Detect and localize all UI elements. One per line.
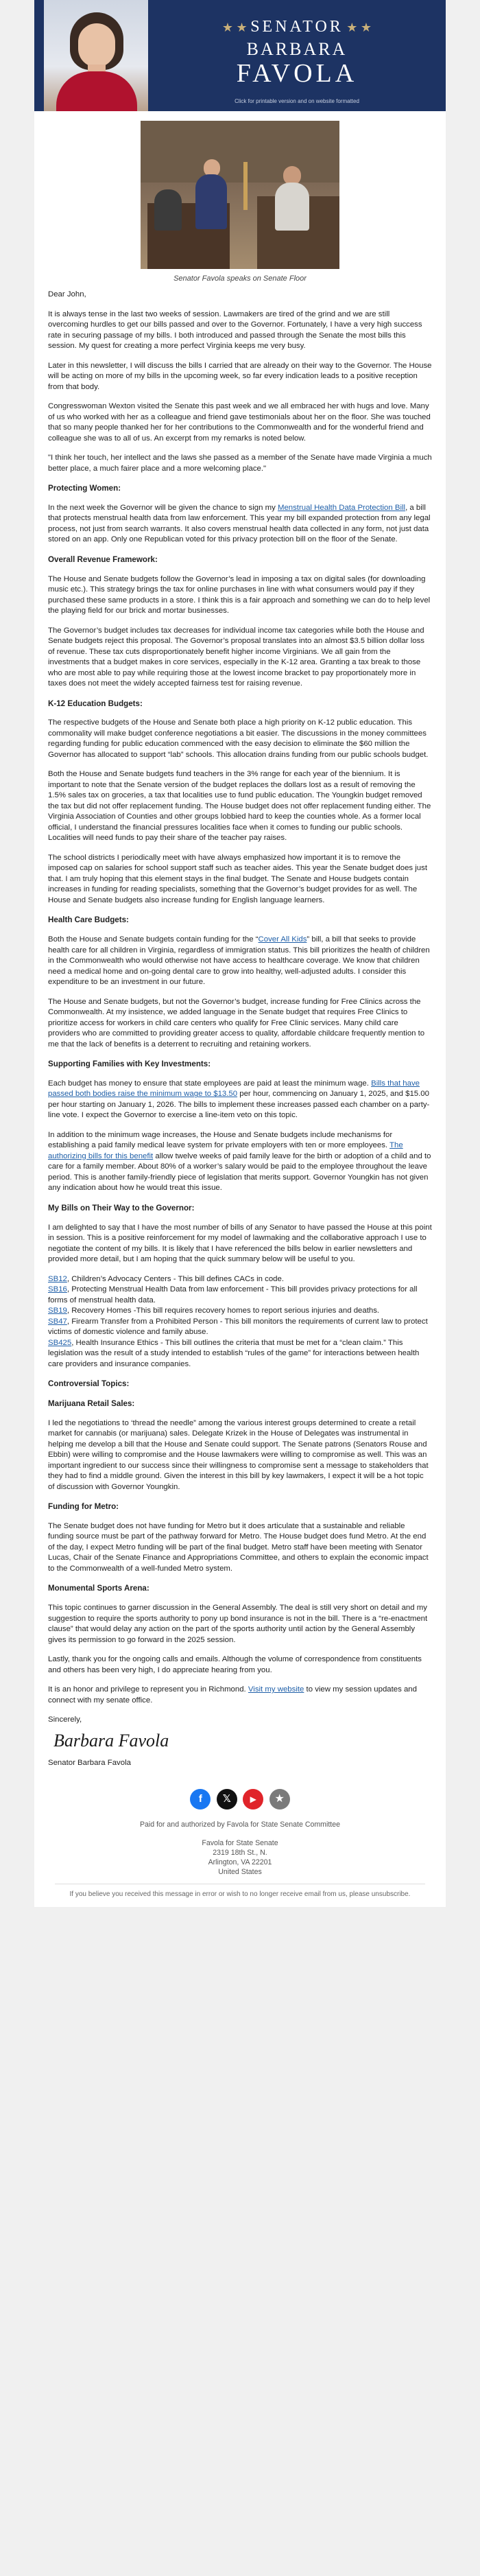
intro-paragraph-1: It is always tense in the last two weeks of session. Lawmakers are tired of the grind and we are still overcoming hurdles to get our bills passed and over to the Governor. Fortunately, I have a very high success rate in securing passage of my bills. I both introduced and passed through the Senate the most bills this session. My quest for creating a more perfect Virginia keeps me very busy. [48,309,422,350]
k12-paragraph-1: The respective budgets of the House and Senate both place a high priority on K-12 public education. This commonality will make budget conference negotiations a bit easier. The discussions in the money committees regarding funding for public education commenced with the easy decision to eliminate the $60 million the Governor has allocated to support “lab” schools. This allocation drains funding from our public schools budget. [48,718,429,759]
footer-org: Favola for State Senate [202,1839,278,1848]
footer-street: 2319 18th St., N. [213,1849,267,1858]
heading-marijuana: Marijuana Retail Sales: [48,1398,135,1408]
header-senator-line: ★ ★ SENATOR ★ ★ [221,18,372,36]
metro-paragraph: The Senate budget does not have funding for Metro but it does articulate that a sustainable and reliable funding source must be part of the pathway forward for Metro. The House budget does fund Metro. At the end of the day, I expect Metro funding will be part of the final budget. Metro staff have been meeting with Senator Lucas, Chair of the Senate Finance and Appropriations Committee, and others to explain the economic impact to the Commonwealth of a well-funded Metro system. [48,1521,429,1573]
k12-paragraph-3: The school districts I periodically meet with have always emphasized how important it is to remove the imposed cap on salaries for school support staff such as teacher aides. This year the Senate budget does just that. I am truly hoping that this element stays in the final budget. The Senate and House budgets contain increases in funding for reading specialists, something that the Governor’s budget provides for as well. The House and Senate budgets also increase funding for English language learners. [48,853,427,904]
greeting: Dear John, [48,290,86,298]
heading-health-care: Health Care Budgets: [48,915,129,925]
heading-protecting-women: Protecting Women: [48,484,121,493]
bill-link-sb12[interactable]: SB12 [48,1274,67,1283]
minimum-wage-bills-link[interactable]: Bills that have passed both bodies raise the minimum wage to $13.50 [48,1079,420,1099]
website-link[interactable]: Visit my website [248,1685,304,1694]
youtube-icon[interactable]: ▶ [243,1789,263,1810]
star-icon: ★ ★ [343,21,372,34]
footer-country: United States [218,1867,262,1876]
bill-link-sb19[interactable]: SB19 [48,1307,67,1315]
bill-list [48,1274,432,1370]
newsletter-body [34,290,446,1785]
footer [34,1820,446,1908]
closing-paragraph-1: Lastly, thank you for the ongoing calls and emails. Although the volume of correspondence from constituents and others has been very high, I do appreciate hearing from you. [48,1655,422,1674]
intro-paragraph-2: Later in this newsletter, I will discuss the bills I carried that are already on their way to the Governor. The House will be acting on more of my bills in the upcoming week, so far every indication leads to a positive reception from that body. [48,361,432,391]
privacy-paragraph: In the next week the Governor will be given the chance to sign my Menstrual Health Data Protection Bill, a bill that protects menstrual health data from law enforcement. This year my bill expanded protection from any legal process, not just from search warrants. It also covers menstrual health data collected in any form, not just data stored on an app. Only one Republican voted for this privacy protection bill on the floor of the Senate. [48,503,431,544]
list-item: SB16, Protecting Menstrual Health Data from law enforcement - This bill provides privacy protections for all forms of menstrual health data. [48,1285,418,1304]
bills-intro: I am delighted to say that I have the most number of bills of any Senator to have passed the House at this point in session. This is a positive reinforcement for my model of lawmaking and the collaborative approach I use to negotiate the content of my bills. It is likely that I have referenced the bills below in earlier newsletters and provided more detail, but I am hoping that the quick summary below will be useful to you. [48,1223,432,1264]
arena-paragraph: This topic continues to garner discussion in the General Assembly. The deal is still very short on detail and my suggestion to require the sports authority to pony up bond insurance is not in the bill. There is a “re-enactment clause” that would delay any action on the part of the sports authority until action by the General Assembly gives its permission to go forward in the 2025 session. [48,1604,428,1644]
paid-for-notice: Paid for and authorized by Favola for State Senate Committee [139,1820,341,1829]
intro-paragraph-3: Congresswoman Wexton visited the Senate this past week and we all embraced her with hugs and love. Many of us who worked with her as a colleague and friend gave testimonials about her on the floor. She was touched that so many people thanked her for her contributions to the Commonwealth and for the wonderful friend and colleague she was to all of us. An excerpt from my remarks is noted below. [48,402,431,443]
heading-revenue: Overall Revenue Framework: [48,554,158,564]
family-leave-bills-link[interactable]: The authorizing bills for this benefit [48,1141,403,1160]
newsletter-page [34,0,446,1907]
bill-link-sb47[interactable]: SB47 [48,1317,67,1326]
header-first-name: BARBARA [246,39,348,59]
printable-version-link[interactable]: Click for printable version and on website formatted [235,98,359,104]
newsletter-header [34,0,446,111]
header-last-name: FAVOLA [236,59,358,88]
hero-section [34,111,446,283]
handwritten-signature: Barbara Favola [53,1730,169,1750]
heading-k12: K-12 Education Budgets: [48,699,143,708]
photo-caption: Senator Favola speaks on Senate Floor [173,274,307,283]
signoff: Sincerely, [48,1716,82,1724]
k12-paragraph-2: Both the House and Senate budgets fund teachers in the 3% range for each year of the biennium. It is important to note that the Senate version of the budget replaces the dollars lost as a result of removing the 1.5% sales tax on groceries, a tax that localities use to fund public education. The Youngkin budget removed the tax but did not offer replacement funding. The House budget does not offer replacement funding either. The Virginia Association of Counties and other groups lobbied hard to keep the counties whole. As a former local official, I understand the financial pressures localities face when it comes to funding our public schools. Localities will need funds to pay their share of the teacher pay raises. [48,770,431,843]
health-paragraph-1: Both the House and Senate budgets contain funding for the “Cover All Kids” bill, a bill that seeks to provide health care for all children in Virginia, regardless of immigration status. This bill prioritizes the health of children in the Commonwealth who would otherwise not have access to healthcare coverage. We know that children need a medical home and on-going dental care to grow into healthy, well-adjusted adults. I consider this expenditure to be an investment in our future. [48,935,430,987]
senator-portrait [44,0,148,111]
heading-arena: Monumental Sports Arena: [48,1584,149,1593]
closing-paragraph-2: It is an honor and privilege to represent you in Richmond. Visit my website to view my session updates and connect with my senate office. [48,1685,417,1705]
marijuana-paragraph: I led the negotiations to ‘thread the needle” among the various interest groups determined to create a retail market for cannabis (or marijuana) sales. Delegate Krizek in the House of Delegates was instrumental in helping me develop a bill that the House and Senate could support. The Senate patrons (Senators Rouse and Ebbin) were willing to compromise and the House lawmakers were willing to compromise as well. This was an important ingredient to our success since their willingness to compromise sent a message to stakeholders that they had to find a middle ground. Given the interest in this bill by key lawmakers, I expect it will be a hot topic of discussion with Governor Youngkin. [48,1418,429,1491]
header-title-block [148,0,446,111]
facebook-icon[interactable]: f [190,1789,211,1810]
x-twitter-icon[interactable]: 𝕏 [217,1789,237,1810]
bill-link-sb425[interactable]: SB425 [48,1338,72,1347]
star-icon: ★ ★ [221,21,251,34]
health-paragraph-2: The House and Senate budgets, but not the Governor’s budget, increase funding for Free Clinics across the Commonwealth. At my insistence, we added language in the Senate budget that requires Free Clinics to prioritize access for workers in child care centers who qualify for Free Clinic services. Many child care providers who are committed to providing greater access to quality, affordable childcare frequently mention to me that the lack of benefits is a deterrent to recruiting and retaining workers. [48,997,425,1049]
list-item: SB12, Children’s Advocacy Centers - This bill defines CACs in code. [48,1274,285,1283]
heading-metro: Funding for Metro: [48,1502,119,1512]
footer-city: Arlington, VA 22201 [208,1858,272,1866]
heading-families: Supporting Families with Key Investments: [48,1059,211,1069]
families-paragraph-2: In addition to the minimum wage increases, the House and Senate budgets include mechanisms for establishing a paid family medical leave system for private employers with ten or more employees. The authorizing bills for this benefit allow twelve weeks of paid family leave for the birth or adoption of a child and to care for a family member. About 80% of a worker’s salary would be paid to the employee throughout the leave period. This is another family-friendly piece of legislation that merits support. Governor Youngkin has not given any indication about how he would treat this issue. [48,1130,431,1193]
revenue-paragraph-2: The Governor’s budget includes tax decreases for individual income tax categories while both the House and Senate budgets reject this proposal. The Governor’s proposal translates into an almost $3.5 billion dollar loss of revenue. These tax cuts disproportionately benefit higher income Virginians. We all gain from the investments that a budget makes in core services, especially in the K-12 area. Granting a tax break to those who are most able to pay while requiring those at the lowest income bracket to pay proportionately more in taxes does not meet the widely accepted fairness test for raising revenue. [48,626,424,688]
list-item: SB19, Recovery Homes -This bill requires recovery homes to report serious injuries and deaths. [48,1307,380,1315]
families-paragraph-1: Each budget has money to ensure that state employees are paid at least the minimum wage. Bills that have passed both bodies raise the minimum wage to $13.50 per hour, commencing on January 1, 2025, and $15.00 per hour starting on January 1, 2026. The bills to implement these increases passed each chamber on a party-line vote. I expect the Governor to exercise a line-item veto on this topic. [48,1079,430,1120]
wexton-quote: "I think her touch, her intellect and the laws she passed as a member of the Senate have made Virginia a much better place, a much fairer place and a more welcoming place." [48,454,432,473]
senate-floor-photo [141,121,339,269]
heading-my-bills: My Bills on Their Way to the Governor: [48,1203,195,1213]
bill-link-sb16[interactable]: SB16 [48,1285,67,1294]
star-icon[interactable]: ★ [269,1789,290,1810]
heading-controversial: Controversial Topics: [48,1379,130,1389]
signer-name: Senator Barbara Favola [48,1759,131,1768]
revenue-paragraph-1: The House and Senate budgets follow the Governor’s lead in imposing a tax on digital sales (for downloading music etc.). This strategy brings the tax for online purchases in line with what consumers would pay if they purchased these same products in a store. I think this is a fair approach and something we can do to help level the playing field for our brick and mortar businesses. [48,574,431,616]
social-links [34,1785,446,1820]
unsubscribe-notice[interactable]: If you believe you received this message in error or wish to no longer receive email from us, please unsubscribe. [69,1890,411,1899]
list-item: SB47, Firearm Transfer from a Prohibited Person - This bill monitors the requirements of current law to protect victims of domestic violence and family abuse. [48,1317,428,1337]
menstrual-data-bill-link[interactable]: Menstrual Health Data Protection Bill [277,503,406,512]
list-item: SB425, Health Insurance Ethics - This bill outlines the criteria that must be met for a “clean claim.” This legislation was the result of a study intended to establish “rules of the game” for interactions between health care providers and insurance companies. [48,1338,420,1368]
cover-all-kids-link[interactable]: Cover All Kids [258,935,307,944]
